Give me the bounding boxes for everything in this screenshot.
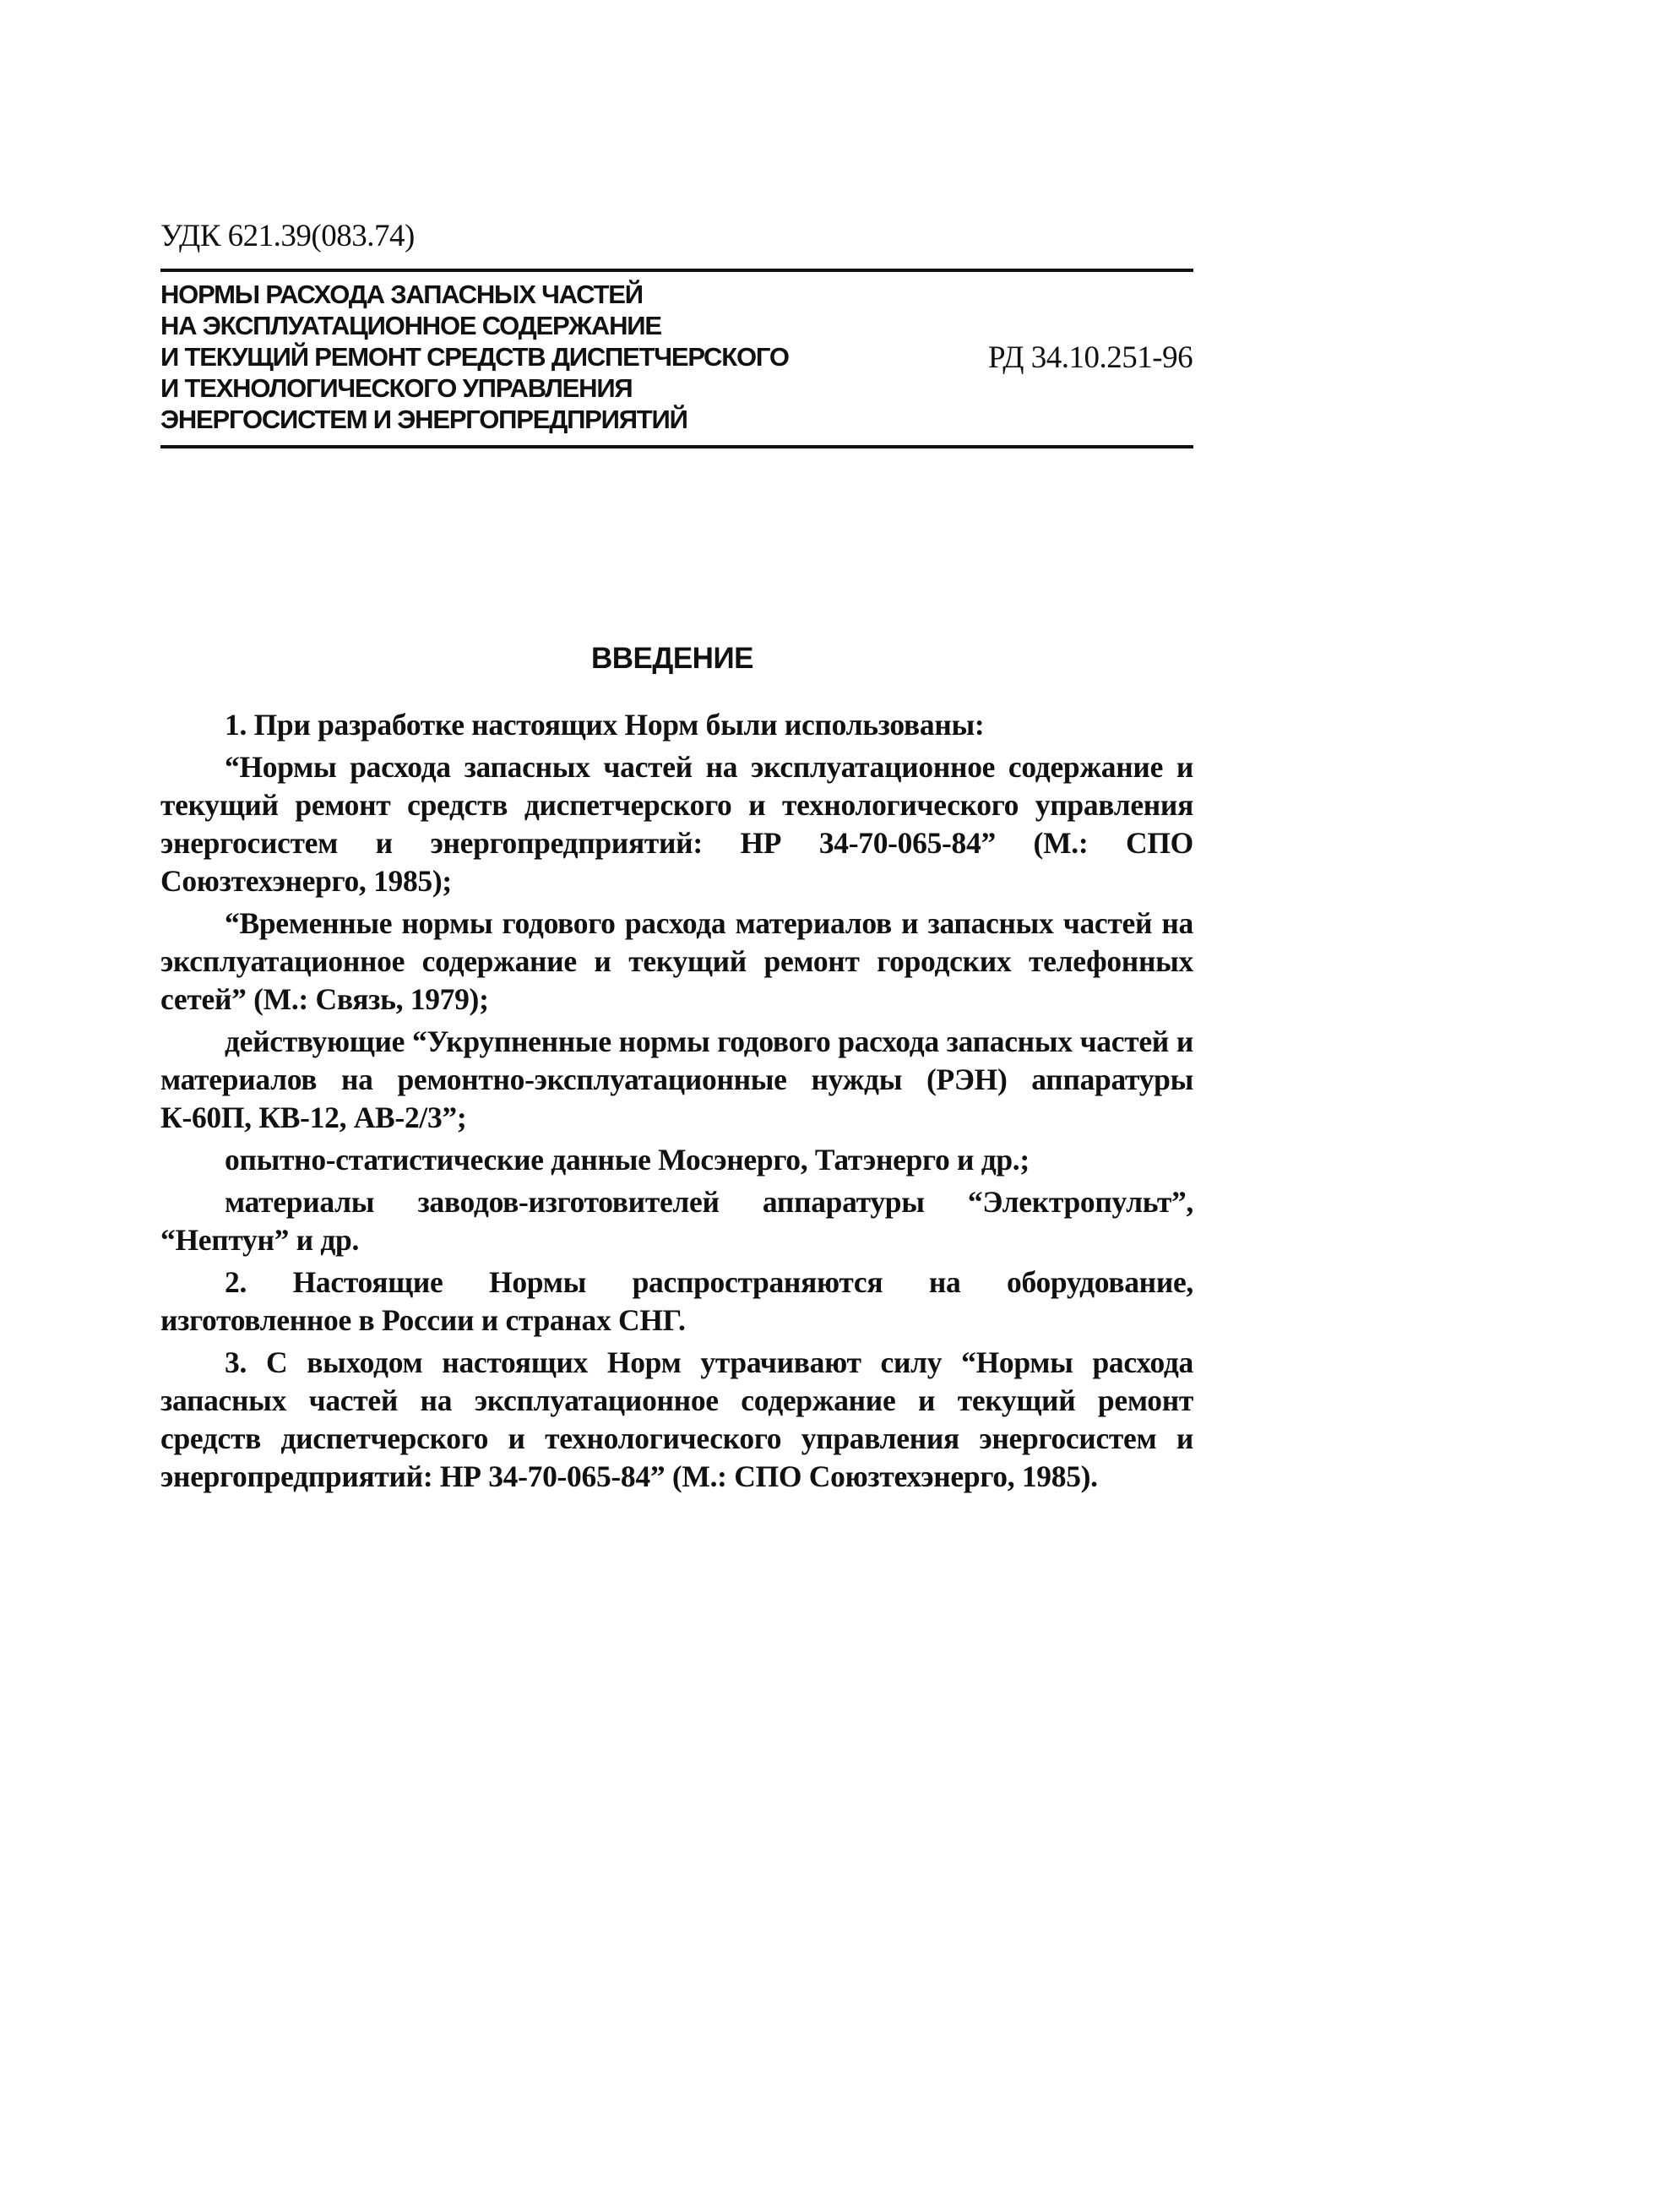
- paragraph: действующие “Укрупненные нормы годового расхода запасных частей и материалов на ремонтно-эксплуатационные нужды (РЭН) аппаратуры К-60П, КВ-12, АВ-2/3”;: [160, 1024, 1193, 1134]
- section-heading: ВВЕДЕНИЕ: [591, 642, 753, 675]
- paragraph: 3. С выходом настоящих Норм утрачивают силу “Нормы расхода запасных частей на эксплуатационное содержание и текущий ремонт средств диспетчерского и технологического управления энергосистем и энергопредприятий: НР 34-70-065-84” (М.: СПО Союзтехэнерго, 1985).: [160, 1345, 1193, 1493]
- title-line: НА ЭКСПЛУАТАЦИОННОЕ СОДЕРЖАНИЕ: [160, 311, 661, 340]
- title-line: ЭНЕРГОСИСТЕМ И ЭНЕРГОПРЕДПРИЯТИЙ: [160, 405, 687, 434]
- paragraph: опытно-статистические данные Мосэнерго, Татэнерго и др.;: [225, 1143, 1030, 1177]
- udk-code: УДК 621.39(083.74): [160, 219, 415, 253]
- title-line: И ТЕХНОЛОГИЧЕСКОГО УПРАВЛЕНИЯ: [160, 373, 633, 403]
- paragraph: 1. При разработке настоящих Норм были использованы:: [225, 708, 985, 742]
- header-rule-top: [160, 269, 1193, 272]
- paragraph: материалы заводов-изготовителей аппаратуры “Электропульт”, “Нептун” и др.: [160, 1185, 1193, 1257]
- paragraph: 2. Настоящие Нормы распространяются на оборудование, изготовленное в России и странах СНГ.: [160, 1265, 1193, 1337]
- header-rule-bottom: [160, 445, 1193, 448]
- title-line: НОРМЫ РАСХОДА ЗАПАСНЫХ ЧАСТЕЙ: [160, 280, 643, 309]
- introduction-body: [160, 706, 1193, 1500]
- paragraph: “Временные нормы годового расхода материалов и запасных частей на эксплуатационное содержание и текущий ремонт городских телефонных сетей” (М.: Связь, 1979);: [160, 906, 1193, 1016]
- document-title: [160, 279, 904, 435]
- title-line: И ТЕКУЩИЙ РЕМОНТ СРЕДСТВ ДИСПЕТЧЕРСКОГО: [160, 342, 789, 372]
- document-code: РД 34.10.251-96: [988, 340, 1193, 375]
- paragraph: “Нормы расхода запасных частей на эксплуатационное содержание и текущий ремонт средств диспетчерского и технологического управления энергосистем и энергопредприятий: НР 34-70-065-84” (М.: СПО Союзтехэнерго, 1985);: [160, 750, 1193, 898]
